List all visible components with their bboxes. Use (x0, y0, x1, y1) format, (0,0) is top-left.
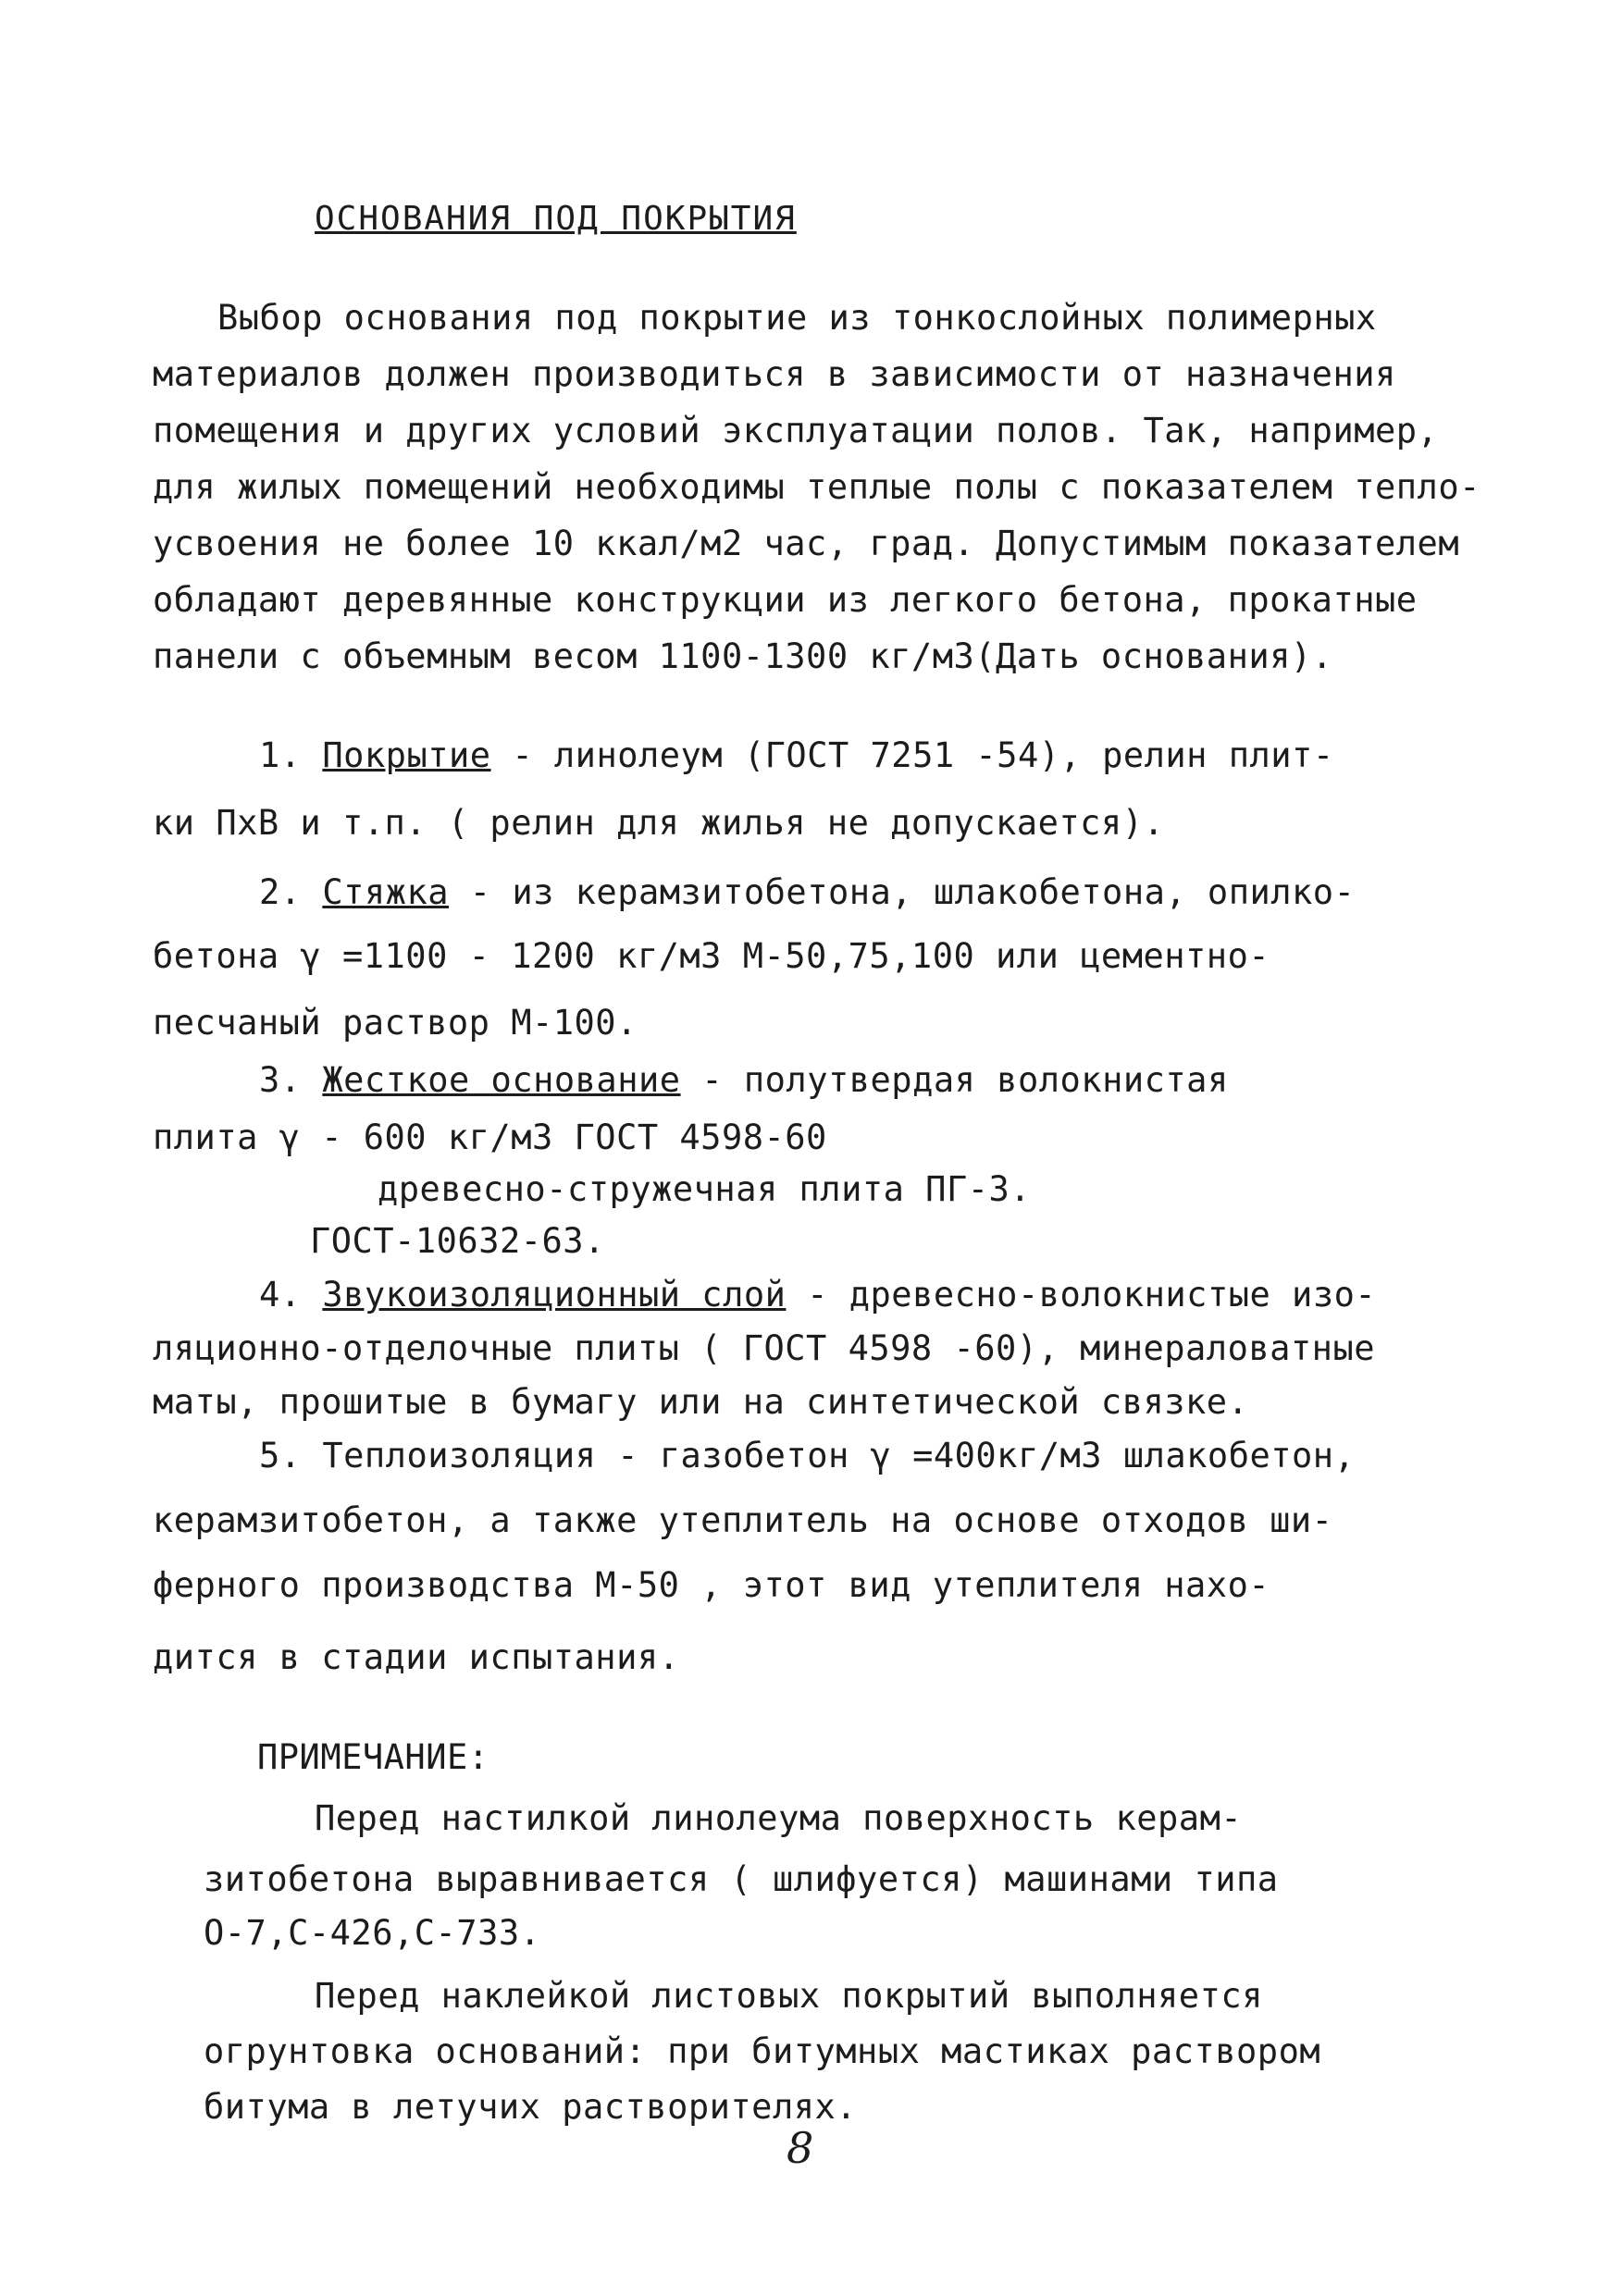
item-5-text: Теплоизоляция - газобетон γ =400кг/м3 шлакобетон, (322, 1436, 1356, 1475)
intro-line-4: для жилых помещений необходимы теплые полы с показателем тепло- (153, 467, 1481, 507)
item-5-number: 5. (259, 1436, 302, 1475)
note-heading: ПРИМЕЧАНИЕ: (257, 1737, 489, 1777)
item-1-label: Покрытие (322, 735, 491, 775)
item-3-continuation-2: древесно-стружечная плита ПГ-3. (378, 1169, 1032, 1209)
item-2-continuation-1: бетона γ =1100 - 1200 кг/м3 М-50,75,100 или цементно- (153, 936, 1270, 976)
note-p2-line-2: огрунтовка оснований: при битумных мастиках раствором (204, 2031, 1321, 2071)
item-2 (259, 872, 1355, 913)
intro-line-7: панели с объемным весом 1100-1300 кг/м3(Дать основания). (153, 636, 1333, 676)
item-1-continuation: ки ПхВ и т.п. ( релин для жилья не допускается). (153, 803, 1165, 843)
intro-line-5: усвоения не более 10 ккал/м2 час, град. Допустимым показателем (153, 524, 1460, 563)
item-4-text: - древесно-волокнистые изо- (786, 1275, 1377, 1315)
item-5-continuation-1: керамзитобетон, а также утеплитель на основе отходов ши- (153, 1500, 1333, 1540)
item-3-continuation-1: плита γ - 600 кг/м3 ГОСТ 4598-60 (153, 1117, 827, 1157)
intro-line-6: обладают деревянные конструкции из легкого бетона, прокатные (153, 580, 1418, 620)
item-3-label: Жесткое основание (322, 1060, 681, 1100)
item-1-number: 1. (259, 735, 302, 775)
intro-line-2: материалов должен производиться в зависимости от назначения (153, 354, 1396, 394)
intro-line-3: помещения и других условий эксплуатации полов. Так, например, (153, 411, 1439, 451)
item-4-label: Звукоизоляционный слой (322, 1275, 787, 1315)
item-3-continuation-3: ГОСТ-10632-63. (310, 1221, 605, 1261)
item-3-number: 3. (259, 1060, 302, 1100)
item-4-number: 4. (259, 1275, 302, 1315)
item-5-continuation-3: дится в стадии испытания. (153, 1637, 680, 1677)
item-3-text: - полутвердая волокнистая (680, 1060, 1229, 1100)
note-p2-line-3: битума в летучих растворителях. (204, 2087, 858, 2127)
page-number: 8 (787, 2123, 814, 2173)
item-2-number: 2. (259, 872, 302, 912)
note-p1-line-1: Перед настилкой линолеума поверхность керам- (315, 1798, 1243, 1838)
item-2-text: - из керамзитобетона, шлакобетона, опилко- (449, 872, 1356, 912)
item-4 (259, 1275, 1376, 1315)
item-5-continuation-2: ферного производства М-50 , этот вид утеплителя нахо- (153, 1565, 1270, 1605)
item-5 (259, 1436, 1355, 1476)
item-1 (259, 735, 1334, 776)
item-2-label: Стяжка (322, 872, 449, 912)
item-2-continuation-2: песчаный раствор М-100. (153, 1003, 638, 1043)
item-4-continuation-1: ляционно-отделочные плиты ( ГОСТ 4598 -60), минераловатные (153, 1328, 1376, 1368)
note-p1-line-2: зитобетона выравнивается ( шлифуется) машинами типа (204, 1859, 1279, 1899)
item-1-text: - линолеум (ГОСТ 7251 -54), релин плит- (490, 735, 1334, 775)
page-title: ОСНОВАНИЯ ПОД ПОКРЫТИЯ (315, 200, 797, 238)
item-3 (259, 1060, 1229, 1101)
note-p2-line-1: Перед наклейкой листовых покрытий выполняется (315, 1976, 1263, 2016)
item-4-continuation-2: маты, прошитые в бумагу или на синтетической связке. (153, 1382, 1249, 1422)
note-p1-line-3: О-7,С-426,С-733. (204, 1913, 541, 1953)
intro-line-1: Выбор основания под покрытие из тонкослойных полимерных (217, 298, 1377, 338)
